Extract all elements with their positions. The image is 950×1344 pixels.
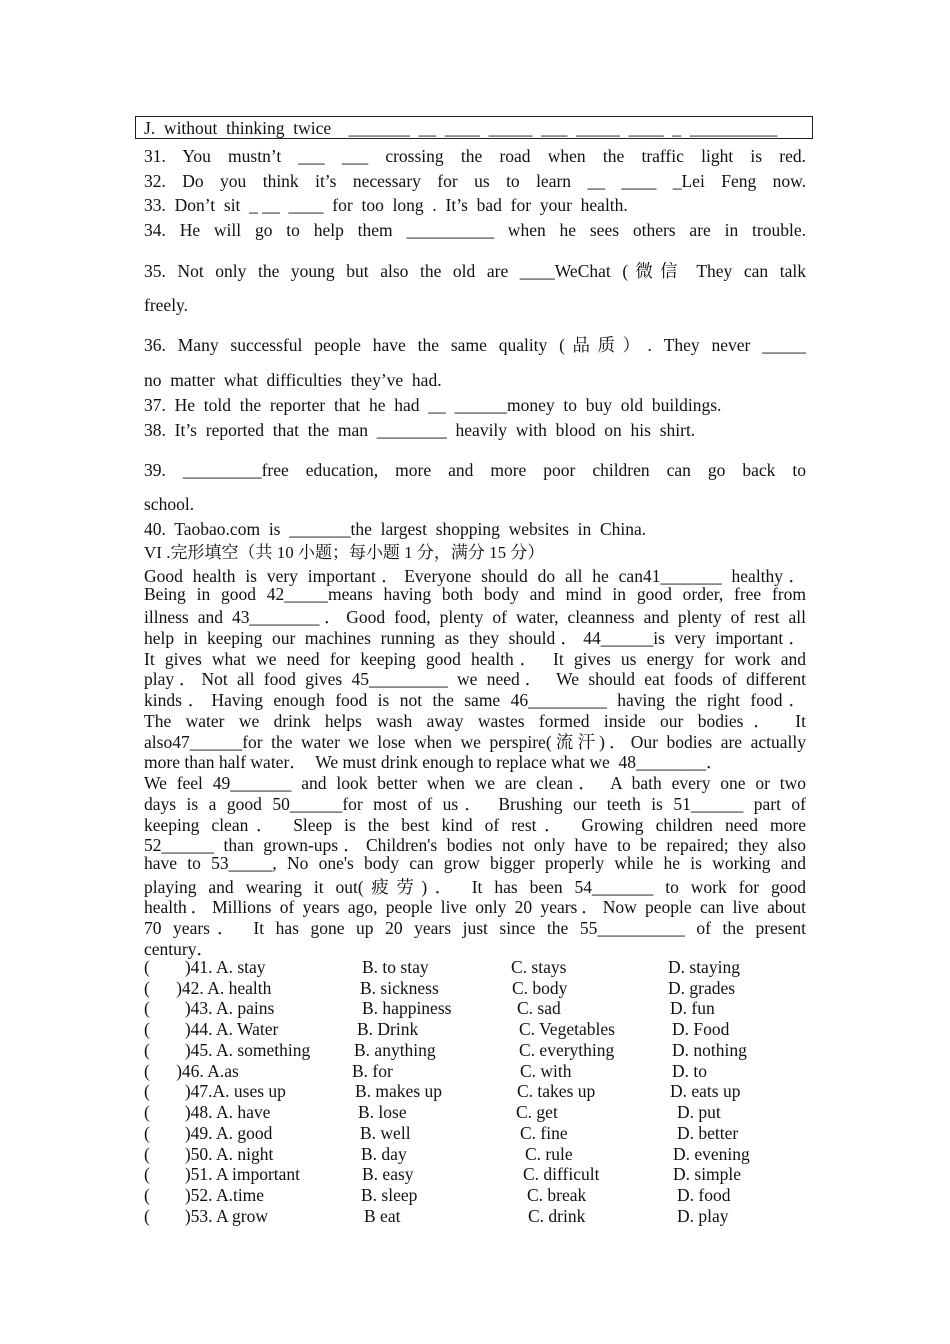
option-a: ( )48. A. have: [144, 1102, 271, 1122]
option-d: D. play: [677, 1206, 729, 1226]
option-d: D. Food: [672, 1019, 730, 1039]
passage-line: also47______for the water we lose when we perspire(流汗)．Our bodies are actually: [144, 732, 806, 752]
option-a: ( )41. A. stay: [144, 957, 266, 977]
option-c: C. drink: [528, 1206, 586, 1226]
option-b: B. for: [352, 1061, 393, 1081]
option-d: D. put: [677, 1102, 721, 1122]
option-d: D. food: [677, 1185, 731, 1205]
passage-line: illness and 43________．Good food, plenty of water, cleanness and plenty of rest all: [144, 607, 806, 627]
option-a: ( )46. A.as: [144, 1061, 239, 1081]
option-a: ( )52. A.time: [144, 1185, 265, 1205]
question-40: 40. Taobao.com is _______the largest shopping websites in China.: [144, 519, 647, 539]
option-a: ( )51. A important: [144, 1164, 301, 1184]
passage-line: keeping clean． Sleep is the best kind of rest． Growing children need more: [144, 815, 806, 835]
passage-line: days is a good 50______for most of us． Brushing our teeth is 51______ part of: [144, 794, 806, 814]
option-b: B eat: [364, 1206, 401, 1226]
option-b: B. Drink: [357, 1019, 419, 1039]
option-c: C. body: [512, 978, 568, 998]
question-35: 35. Not only the young but also the old are ____WeChat (微信 They can talk: [144, 261, 806, 281]
passage-line: century．: [144, 939, 214, 959]
question-37: 37. He told the reporter that he had __ ______money to buy old buildings.: [144, 395, 722, 415]
option-c: C. Vegetables: [519, 1019, 615, 1039]
passage-line: health．Millions of years ago, people live only 20 years．Now people can live about: [144, 897, 806, 917]
question-32: 32. Do you think it’s necessary for us to learn __ ____ _Lei Feng now.: [144, 171, 806, 191]
option-d: D. evening: [673, 1144, 750, 1164]
passage-line: We feel 49_______ and look better when we are clean． A bath every one or two: [144, 773, 806, 793]
option-c: C. fine: [520, 1123, 568, 1143]
option-a: ( )50. A. night: [144, 1144, 274, 1164]
option-d: D. better: [677, 1123, 739, 1143]
passage-line: help in keeping our machines running as they should．44______is very important．: [144, 628, 806, 648]
passage-line: play．Not all food gives 45_________ we need． We should eat foods of different: [144, 669, 806, 689]
option-b: B. easy: [362, 1164, 414, 1184]
option-a: ( )43. A. pains: [144, 998, 275, 1018]
option-c: C. break: [527, 1185, 587, 1205]
question-36: 36. Many successful people have the same quality (品质）. They never _____: [144, 335, 806, 355]
option-c: C. everything: [519, 1040, 615, 1060]
option-b: B. sickness: [360, 978, 439, 998]
option-c: C. with: [520, 1061, 572, 1081]
question-35-cont: freely.: [144, 295, 189, 315]
option-d: D. to: [672, 1061, 707, 1081]
question-33: 33. Don’t sit _ __ ____ for too long . It’s bad for your health.: [144, 195, 628, 215]
question-36-cont: no matter what difficulties they’ve had.: [144, 370, 442, 390]
question-31: 31. You mustn’t ___ ___ crossing the road when the traffic light is red.: [144, 146, 806, 166]
option-a: ( )45. A. something: [144, 1040, 311, 1060]
option-d: D. fun: [670, 998, 715, 1018]
passage-line: Being in good 42_____means having both body and mind in good order, free from: [144, 584, 806, 604]
passage-line: 70 years． It has gone up 20 years just since the 55__________ of the present: [144, 918, 806, 938]
option-b: B. lose: [358, 1102, 407, 1122]
passage-line: playing and wearing it out(疲劳)． It has been 54_______ to work for good: [144, 877, 806, 897]
option-c: C. difficult: [523, 1164, 600, 1184]
option-d: D. eats up: [670, 1081, 741, 1101]
option-a: ( )47.A. uses up: [144, 1081, 286, 1101]
option-c: C. get: [516, 1102, 558, 1122]
passage-line: have to 53_____, No one's body can grow bigger properly while he is working and: [144, 853, 806, 873]
option-d: D. staying: [668, 957, 740, 977]
option-b: B. day: [361, 1144, 407, 1164]
answer-option-box: [135, 116, 813, 139]
option-a: ( )53. A grow: [144, 1206, 268, 1226]
option-b: B. well: [360, 1123, 411, 1143]
option-a: ( )44. A. Water: [144, 1019, 279, 1039]
option-c: C. takes up: [517, 1081, 596, 1101]
option-b: B. sleep: [361, 1185, 418, 1205]
option-d: D. grades: [668, 978, 736, 998]
option-c: C. stays: [511, 957, 567, 977]
option-b: B. happiness: [362, 998, 452, 1018]
passage-line: more than half water． We must drink enough to replace what we 48________．: [144, 752, 724, 772]
option-d: D. nothing: [672, 1040, 747, 1060]
option-c: C. sad: [517, 998, 561, 1018]
question-39: 39. _________free education, more and more poor children can go back to: [144, 460, 806, 480]
option-a: ( )42. A. health: [144, 978, 272, 998]
question-39-cont: school.: [144, 494, 195, 514]
box-text: J. without thinking twice _______ __ ____ _____ ___ _____ ____ _ __________: [144, 118, 778, 138]
section-heading: VI .完形填空（共 10 小题；每小题 1 分，满分 15 分）: [144, 543, 545, 562]
question-38: 38. It’s reported that the man ________ heavily with blood on his shirt.: [144, 420, 696, 440]
question-34: 34. He will go to help them __________ when he sees others are in trouble.: [144, 220, 806, 240]
option-d: D. simple: [673, 1164, 742, 1184]
passage-line: Good health is very important．Everyone should do all he can41_______ healthy．: [144, 566, 806, 586]
passage-line: The water we drink helps wash away wastes formed inside our bodies． It: [144, 711, 806, 731]
passage-line: 52______ than grown-ups．Children's bodies not only have to be repaired; they also: [144, 835, 806, 855]
option-b: B. makes up: [355, 1081, 443, 1101]
passage-line: It gives what we need for keeping good health． It gives us energy for work and: [144, 649, 806, 669]
passage-line: kinds．Having enough food is not the same 46_________ having the right food．: [144, 690, 806, 710]
option-c: C. rule: [525, 1144, 573, 1164]
option-b: B. anything: [354, 1040, 436, 1060]
option-b: B. to stay: [362, 957, 429, 977]
option-a: ( )49. A. good: [144, 1123, 273, 1143]
